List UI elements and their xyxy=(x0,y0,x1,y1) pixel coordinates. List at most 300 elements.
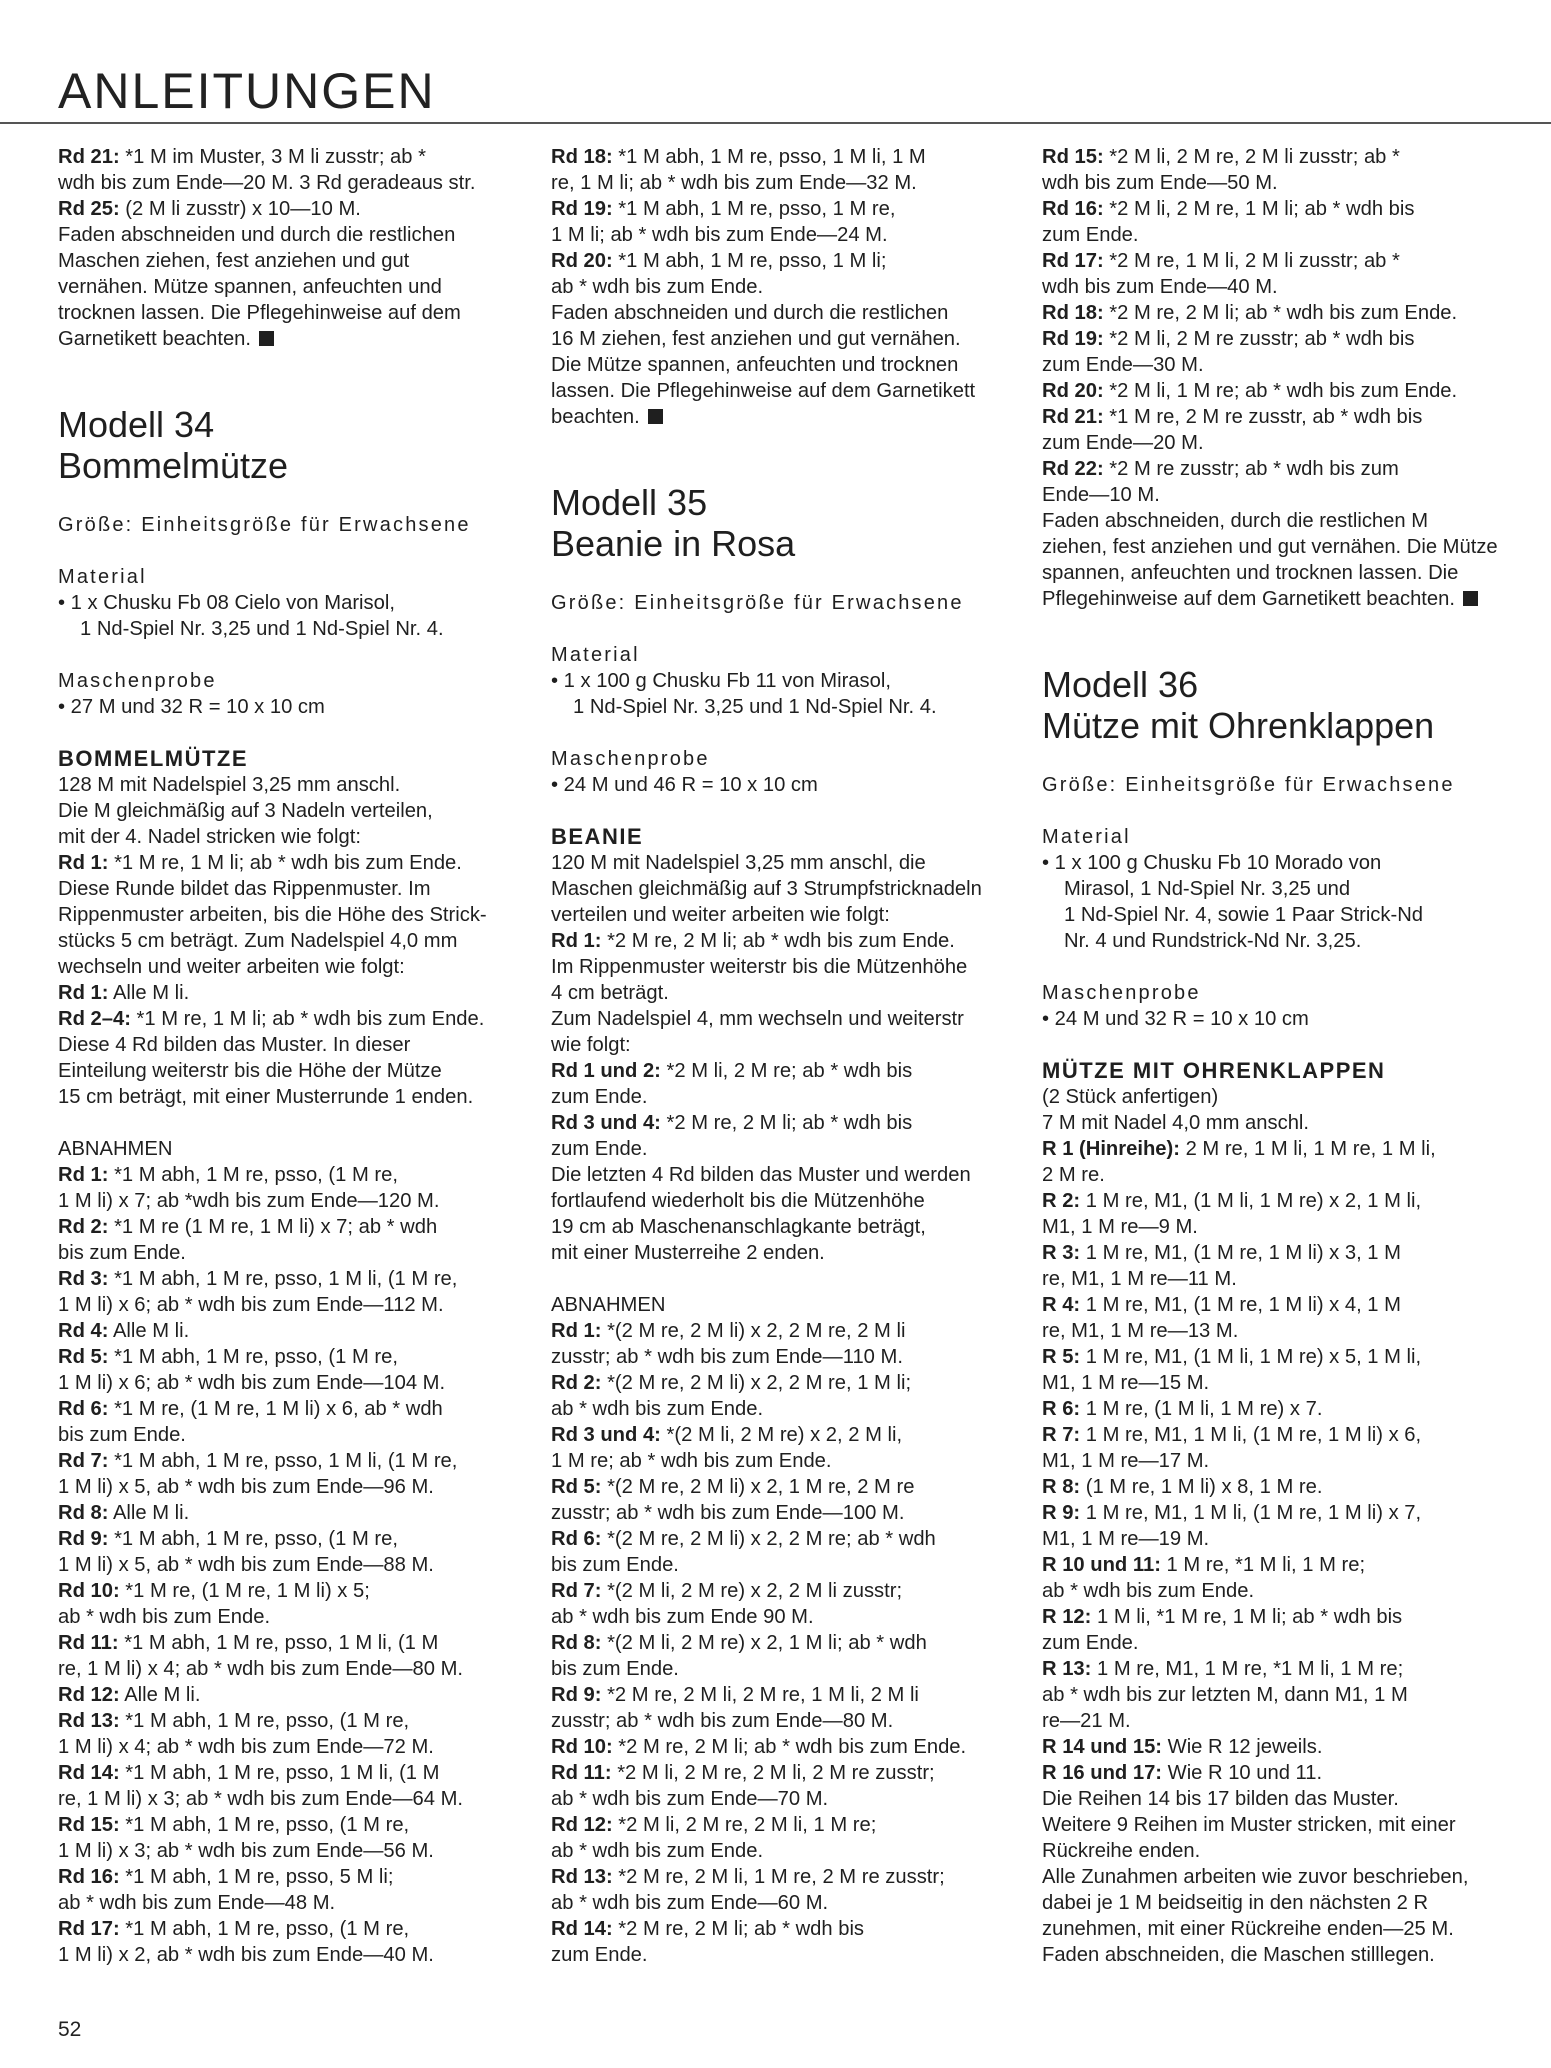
text-line: Maschen gleichmäßig auf 3 Strumpfstricknadeln xyxy=(551,878,982,900)
text-line: • 1 x 100 g Chusku Fb 11 von Mirasol, xyxy=(551,670,891,692)
row-label: Rd 20: xyxy=(1042,380,1104,402)
gauge-text: • 27 M und 32 R = 10 x 10 cm xyxy=(58,696,325,718)
text-line: Alle Zunahmen arbeiten wie zuvor beschrieben, xyxy=(1042,1866,1469,1888)
text-line xyxy=(1042,1188,1512,1214)
text-line xyxy=(551,196,1021,222)
row-text: *1 M abh, 1 M re, psso, (1 M re, xyxy=(108,1346,398,1368)
row-label: Rd 12: xyxy=(551,1814,613,1836)
text-line: 7 M mit Nadel 4,0 mm anschl. xyxy=(1042,1112,1310,1134)
spacer xyxy=(1042,798,1512,824)
row-label: Rd 19: xyxy=(1042,328,1104,350)
section-heading: BOMMELMÜTZE xyxy=(58,746,249,771)
section-subheading: (2 Stück anfertigen) xyxy=(1042,1086,1219,1108)
text-line: zusstr; ab * wdh bis zum Ende—80 M. xyxy=(551,1710,894,1732)
row-text: Alle M li. xyxy=(108,982,190,1004)
text-line xyxy=(551,1812,1021,1838)
text-line: ab * wdh bis zum Ende. xyxy=(551,276,764,298)
text-line xyxy=(58,850,528,876)
gauge-label: Maschenprobe xyxy=(58,670,217,692)
text-line: ab * wdh bis zum Ende—60 M. xyxy=(551,1892,829,1914)
row-text: *2 M re, 2 M li, 2 M re, 1 M li, 2 M li xyxy=(601,1684,919,1706)
row-label: R 4: xyxy=(1042,1294,1081,1316)
row-text: *1 M abh, 1 M re, psso, (1 M re, xyxy=(119,1918,410,1940)
row-text: *2 M li, 2 M re, 2 M li, 2 M re zusstr; xyxy=(611,1762,935,1784)
text-line: ab * wdh bis zum Ende—48 M. xyxy=(58,1892,336,1914)
text-line: Die Mütze spannen, anfeuchten und trocknen xyxy=(551,354,959,376)
row-label: Rd 13: xyxy=(551,1866,613,1888)
text-line xyxy=(58,1344,528,1370)
model-title: Modell 36 xyxy=(1042,664,1199,705)
spacer xyxy=(551,1266,1021,1292)
text-line xyxy=(1042,248,1512,274)
row-label: Rd 1 und 2: xyxy=(551,1060,661,1082)
text-line: Faden abschneiden, durch die restlichen M xyxy=(1042,510,1429,532)
text-line xyxy=(551,1318,1021,1344)
text-line: 1 Nd-Spiel Nr. 3,25 und 1 Nd-Spiel Nr. 4. xyxy=(573,696,937,718)
size-label: Größe: Einheitsgröße für Erwachsene xyxy=(551,592,964,614)
text-line xyxy=(551,1526,1021,1552)
text-line: Mirasol, 1 Nd-Spiel Nr. 3,25 und xyxy=(1064,878,1351,900)
text-line: ab * wdh bis zum Ende. xyxy=(551,1398,764,1420)
row-text: 1 M li, *1 M re, 1 M li; ab * wdh bis xyxy=(1091,1606,1403,1628)
text-line xyxy=(58,1630,528,1656)
text-line xyxy=(58,1500,528,1526)
row-label: Rd 2–4: xyxy=(58,1008,131,1030)
text-line: Die Reihen 14 bis 17 bilden das Muster. xyxy=(1042,1788,1399,1810)
row-label: R 14 und 15: xyxy=(1042,1736,1163,1758)
text-line xyxy=(1042,144,1512,170)
row-text: *1 M re (1 M re, 1 M li) x 7; ab * wdh xyxy=(108,1216,438,1238)
row-label: Rd 18: xyxy=(551,146,613,168)
text-line: re, M1, 1 M re—13 M. xyxy=(1042,1320,1239,1342)
material-label: Material xyxy=(1042,826,1131,848)
row-text: *2 M re, 2 M li; ab * wdh bis xyxy=(660,1112,913,1134)
text-line: bis zum Ende. xyxy=(551,1554,679,1576)
row-label: Rd 7: xyxy=(551,1580,602,1602)
row-text: *1 M abh, 1 M re, psso, (1 M re, xyxy=(119,1814,410,1836)
text-line xyxy=(551,1630,1021,1656)
row-text: *1 M abh, 1 M re, psso, 1 M re, xyxy=(612,198,896,220)
gauge-label: Maschenprobe xyxy=(551,748,710,770)
row-label: Rd 16: xyxy=(58,1866,120,1888)
text-line: wdh bis zum Ende—20 M. 3 Rd geradeaus str. xyxy=(58,172,476,194)
text-line xyxy=(1042,1656,1512,1682)
text-line xyxy=(551,1916,1021,1942)
text-line: re—21 M. xyxy=(1042,1710,1131,1732)
spacer xyxy=(1042,612,1512,664)
text-line: zum Ende. xyxy=(551,1944,648,1966)
size-label: Größe: Einheitsgröße für Erwachsene xyxy=(1042,774,1455,796)
row-text: *2 M re, 2 M li; ab * wdh bis zum Ende. xyxy=(601,930,955,952)
text-line: verteilen und weiter arbeiten wie folgt: xyxy=(551,904,890,926)
row-label: Rd 1: xyxy=(58,852,109,874)
row-label: Rd 14: xyxy=(551,1918,613,1940)
text-line: lassen. Die Pflegehinweise auf dem Garnetikett xyxy=(551,380,976,402)
row-label: R 3: xyxy=(1042,1242,1081,1264)
row-label: Rd 15: xyxy=(1042,146,1104,168)
text-line xyxy=(551,1578,1021,1604)
row-text: *1 M abh, 1 M re, psso, 1 M li, (1 M re, xyxy=(108,1450,458,1472)
row-text: 1 M re, (1 M li, 1 M re) x 7. xyxy=(1080,1398,1323,1420)
row-text: Alle M li. xyxy=(108,1320,190,1342)
row-text: *1 M abh, 1 M re, psso, (1 M re, xyxy=(119,1710,410,1732)
text-line xyxy=(1042,1344,1512,1370)
row-text: *2 M li, 2 M re, 2 M li zusstr; ab * xyxy=(1103,146,1400,168)
row-text: *2 M re, 2 M li; ab * wdh bis zum Ende. xyxy=(1103,302,1458,324)
text-line xyxy=(1042,1422,1512,1448)
row-text: *1 M im Muster, 3 M li zusstr; ab * xyxy=(119,146,426,168)
text-line: zum Ende. xyxy=(1042,1632,1139,1654)
row-text: *(2 M li, 2 M re) x 2, 2 M li zusstr; xyxy=(601,1580,903,1602)
row-text: Wie R 12 jeweils. xyxy=(1162,1736,1323,1758)
text-line: M1, 1 M re—17 M. xyxy=(1042,1450,1210,1472)
row-label: Rd 4: xyxy=(58,1320,109,1342)
text-line: zusstr; ab * wdh bis zum Ende—110 M. xyxy=(551,1346,903,1368)
row-label: R 12: xyxy=(1042,1606,1092,1628)
row-label: Rd 8: xyxy=(551,1632,602,1654)
row-label: R 16 und 17: xyxy=(1042,1762,1163,1784)
text-line: bis zum Ende. xyxy=(58,1242,186,1264)
text-line: • 1 x Chusku Fb 08 Cielo von Marisol, xyxy=(58,592,395,614)
text-line xyxy=(58,1448,528,1474)
text-line: Die letzten 4 Rd bilden das Muster und werden xyxy=(551,1164,971,1186)
text-line xyxy=(1042,196,1512,222)
text-line: Ende—10 M. xyxy=(1042,484,1160,506)
gauge-text: • 24 M und 32 R = 10 x 10 cm xyxy=(1042,1008,1309,1030)
text-line: beachten. xyxy=(551,404,1021,430)
row-label: Rd 1: xyxy=(58,1164,109,1186)
row-label: Rd 18: xyxy=(1042,302,1104,324)
text-line: zum Ende—20 M. xyxy=(1042,432,1204,454)
row-text: *1 M abh, 1 M re, psso, (1 M re, xyxy=(108,1528,398,1550)
text-line: vernähen. Mütze spannen, anfeuchten und xyxy=(58,276,442,298)
row-label: Rd 2: xyxy=(551,1372,602,1394)
text-line: 1 M li) x 3; ab * wdh bis zum Ende—56 M. xyxy=(58,1840,434,1862)
row-label: Rd 16: xyxy=(1042,198,1104,220)
row-label: Rd 1: xyxy=(551,930,602,952)
column-3 xyxy=(1042,144,1512,1968)
text-line: M1, 1 M re—19 M. xyxy=(1042,1528,1210,1550)
text-line: Faden abschneiden und durch die restlichen xyxy=(551,302,949,324)
text-line xyxy=(1042,1474,1512,1500)
spacer xyxy=(58,538,528,564)
row-label: Rd 15: xyxy=(58,1814,120,1836)
row-label: Rd 1: xyxy=(58,982,109,1004)
row-label: Rd 14: xyxy=(58,1762,120,1784)
row-text: *1 M abh, 1 M re, psso, 1 M li, (1 M re, xyxy=(108,1268,458,1290)
text-line: M1, 1 M re—9 M. xyxy=(1042,1216,1198,1238)
text-line: zum Ende. xyxy=(551,1086,648,1108)
text-line: Faden abschneiden, die Maschen stilllegen. xyxy=(1042,1944,1435,1966)
spacer xyxy=(551,616,1021,642)
row-text: 1 M re, M1, 1 M re, *1 M li, 1 M re; xyxy=(1091,1658,1404,1680)
text-line: 1 M li) x 2, ab * wdh bis zum Ende—40 M. xyxy=(58,1944,434,1966)
row-text: *1 M re, 1 M li; ab * wdh bis zum Ende. xyxy=(130,1008,485,1030)
text-line: Diese 4 Rd bilden das Muster. In dieser xyxy=(58,1034,411,1056)
text-line: Rückreihe enden. xyxy=(1042,1840,1201,1862)
text-line: 1 M li) x 7; ab *wdh bis zum Ende—120 M. xyxy=(58,1190,440,1212)
row-label: Rd 9: xyxy=(58,1528,109,1550)
row-text: *2 M re, 2 M li, 1 M re, 2 M re zusstr; xyxy=(612,1866,945,1888)
text-line: ab * wdh bis zum Ende. xyxy=(551,1840,764,1862)
spacer xyxy=(1042,746,1512,772)
end-mark xyxy=(1463,591,1478,606)
text-line: 120 M mit Nadelspiel 3,25 mm anschl, die xyxy=(551,852,926,874)
row-label: Rd 20: xyxy=(551,250,613,272)
row-text: *2 M li, 1 M re; ab * wdh bis zum Ende. xyxy=(1103,380,1458,402)
text-line: 2 M re. xyxy=(1042,1164,1105,1186)
model-title: Modell 34 xyxy=(58,404,215,445)
row-text: *1 M abh, 1 M re, psso, 5 M li; xyxy=(119,1866,394,1888)
text-line xyxy=(1042,1734,1512,1760)
text-line: • 1 x 100 g Chusku Fb 10 Morado von xyxy=(1042,852,1382,874)
row-text: 1 M re, M1, (1 M re, 1 M li) x 4, 1 M xyxy=(1080,1294,1401,1316)
row-label: Rd 11: xyxy=(58,1632,119,1654)
header-rule xyxy=(0,122,1551,124)
row-text: *1 M abh, 1 M re, psso, 1 M li, 1 M xyxy=(612,146,926,168)
text-line: Maschen ziehen, fest anziehen und gut xyxy=(58,250,410,272)
text-line: spannen, anfeuchten und trocknen lassen. Die xyxy=(1042,562,1459,584)
abnahmen-label: ABNAHMEN xyxy=(58,1138,173,1160)
text-line xyxy=(1042,1292,1512,1318)
spacer xyxy=(58,1110,528,1136)
row-label: Rd 17: xyxy=(1042,250,1104,272)
material-label: Material xyxy=(58,566,147,588)
text-line: ab * wdh bis zum Ende—70 M. xyxy=(551,1788,829,1810)
text-line: Diese Runde bildet das Rippenmuster. Im xyxy=(58,878,431,900)
text-line: re, 1 M li; ab * wdh bis zum Ende—32 M. xyxy=(551,172,917,194)
row-text: *2 M li, 2 M re, 1 M li; ab * wdh bis xyxy=(1103,198,1415,220)
text-line: zusstr; ab * wdh bis zum Ende—100 M. xyxy=(551,1502,905,1524)
text-line: 1 M li) x 4; ab * wdh bis zum Ende—72 M. xyxy=(58,1736,434,1758)
row-label: R 7: xyxy=(1042,1424,1081,1446)
text-line xyxy=(58,1396,528,1422)
text-line xyxy=(1042,1760,1512,1786)
row-label: R 2: xyxy=(1042,1190,1081,1212)
text-line: Die M gleichmäßig auf 3 Nadeln verteilen, xyxy=(58,800,433,822)
row-label: R 6: xyxy=(1042,1398,1081,1420)
text-line xyxy=(1042,1604,1512,1630)
text-line: 1 Nd-Spiel Nr. 4, sowie 1 Paar Strick-Nd xyxy=(1064,904,1424,926)
row-text: 2 M re, 1 M li, 1 M re, 1 M li, xyxy=(1179,1138,1436,1160)
row-label: Rd 3: xyxy=(58,1268,109,1290)
text-line: bis zum Ende. xyxy=(551,1658,679,1680)
row-text: *(2 M re, 2 M li) x 2, 2 M re; ab * wdh xyxy=(601,1528,936,1550)
text-line: Einteilung weiterstr bis die Höhe der Mütze xyxy=(58,1060,442,1082)
row-label: Rd 22: xyxy=(1042,458,1104,480)
text-line: ab * wdh bis zum Ende. xyxy=(58,1606,271,1628)
row-label: Rd 21: xyxy=(1042,406,1104,428)
row-text: (2 M li zusstr) x 10—10 M. xyxy=(119,198,361,220)
row-label: R 13: xyxy=(1042,1658,1092,1680)
row-text: *(2 M re, 2 M li) x 2, 1 M re, 2 M re xyxy=(601,1476,915,1498)
spacer xyxy=(58,352,528,404)
row-label: Rd 8: xyxy=(58,1502,109,1524)
text-line: wdh bis zum Ende—50 M. xyxy=(1042,172,1278,194)
text-line: Nr. 4 und Rundstrick-Nd Nr. 3,25. xyxy=(1064,930,1362,952)
text-line: 4 cm beträgt. xyxy=(551,982,669,1004)
text-line xyxy=(58,1162,528,1188)
text-line xyxy=(58,1682,528,1708)
row-label: Rd 2: xyxy=(58,1216,109,1238)
text-line: 1 M li) x 6; ab * wdh bis zum Ende—104 M. xyxy=(58,1372,446,1394)
text-line: zum Ende. xyxy=(551,1138,648,1160)
text-line: wechseln und weiter arbeiten wie folgt: xyxy=(58,956,405,978)
text-line xyxy=(551,1864,1021,1890)
row-text: *2 M re, 2 M li; ab * wdh bis xyxy=(612,1918,865,1940)
row-label: Rd 3 und 4: xyxy=(551,1112,661,1134)
text-line: M1, 1 M re—15 M. xyxy=(1042,1372,1210,1394)
text-line: re, 1 M li) x 4; ab * wdh bis zum Ende—80 M. xyxy=(58,1658,464,1680)
row-text: Alle M li. xyxy=(119,1684,201,1706)
row-label: Rd 5: xyxy=(551,1476,602,1498)
text-line: 128 M mit Nadelspiel 3,25 mm anschl. xyxy=(58,774,401,796)
text-line: stücks 5 cm beträgt. Zum Nadelspiel 4,0 mm xyxy=(58,930,458,952)
row-text: (1 M re, 1 M li) x 8, 1 M re. xyxy=(1080,1476,1323,1498)
text-line xyxy=(58,1526,528,1552)
row-text: *2 M re, 1 M li, 2 M li zusstr; ab * xyxy=(1103,250,1400,272)
model-name: Bommelmütze xyxy=(58,445,289,486)
row-text: *1 M re, (1 M re, 1 M li) x 5; xyxy=(119,1580,370,1602)
column-2 xyxy=(551,144,1021,1968)
row-text: 1 M re, M1, 1 M li, (1 M re, 1 M li) x 6, xyxy=(1080,1424,1422,1446)
text-line: Im Rippenmuster weiterstr bis die Mützenhöhe xyxy=(551,956,968,978)
text-line: trocknen lassen. Die Pflegehinweise auf dem xyxy=(58,302,461,324)
spacer xyxy=(551,430,1021,482)
row-label: Rd 13: xyxy=(58,1710,120,1732)
row-text: Wie R 10 und 11. xyxy=(1162,1762,1323,1784)
row-text: *2 M re zusstr; ab * wdh bis zum xyxy=(1103,458,1399,480)
row-label: Rd 7: xyxy=(58,1450,109,1472)
row-text: *1 M re, 2 M re zusstr, ab * wdh bis xyxy=(1103,406,1423,428)
text-line xyxy=(58,1578,528,1604)
text-line xyxy=(551,1422,1021,1448)
text-line xyxy=(1042,456,1512,482)
text-line: ab * wdh bis zum Ende 90 M. xyxy=(551,1606,814,1628)
text-line xyxy=(1042,404,1512,430)
row-label: Rd 25: xyxy=(58,198,120,220)
page-header: ANLEITUNGEN xyxy=(58,63,436,119)
text-line: 15 cm beträgt, mit einer Musterrunde 1 enden. xyxy=(58,1086,474,1108)
text-line: Garnetikett beachten. xyxy=(58,326,528,352)
text-line: mit der 4. Nadel stricken wie folgt: xyxy=(58,826,361,848)
row-label: Rd 12: xyxy=(58,1684,120,1706)
row-text: *(2 M li, 2 M re) x 2, 2 M li, xyxy=(660,1424,903,1446)
column-1 xyxy=(58,144,528,1968)
text-line xyxy=(58,980,528,1006)
text-line xyxy=(1042,300,1512,326)
text-line xyxy=(58,1318,528,1344)
text-line xyxy=(58,1708,528,1734)
row-label: Rd 6: xyxy=(58,1398,109,1420)
text-line xyxy=(551,1474,1021,1500)
text-line xyxy=(1042,378,1512,404)
row-text: *(2 M re, 2 M li) x 2, 2 M re, 2 M li xyxy=(601,1320,906,1342)
text-line xyxy=(1042,1240,1512,1266)
text-line xyxy=(58,144,528,170)
section-heading: MÜTZE MIT OHRENKLAPPEN xyxy=(1042,1058,1386,1083)
row-text: Alle M li. xyxy=(108,1502,190,1524)
row-label: R 1 (Hinreihe): xyxy=(1042,1138,1180,1160)
model-name: Mütze mit Ohrenklappen xyxy=(1042,705,1435,746)
spacer xyxy=(551,798,1021,824)
row-label: Rd 21: xyxy=(58,146,120,168)
row-text: *2 M re, 2 M li; ab * wdh bis zum Ende. xyxy=(612,1736,967,1758)
text-line: 1 Nd-Spiel Nr. 3,25 und 1 Nd-Spiel Nr. 4. xyxy=(80,618,444,640)
text-line: ab * wdh bis zum Ende. xyxy=(1042,1580,1255,1602)
row-label: Rd 10: xyxy=(551,1736,613,1758)
spacer xyxy=(551,720,1021,746)
text-line xyxy=(58,1760,528,1786)
text-line xyxy=(551,144,1021,170)
section-heading: BEANIE xyxy=(551,824,644,849)
text-line xyxy=(58,1916,528,1942)
row-label: R 5: xyxy=(1042,1346,1081,1368)
text-line: wdh bis zum Ende—40 M. xyxy=(1042,276,1278,298)
text-line: ziehen, fest anziehen und gut vernähen. Die Mütze xyxy=(1042,536,1498,558)
text-line xyxy=(1042,1552,1512,1578)
row-label: Rd 17: xyxy=(58,1918,120,1940)
row-label: Rd 19: xyxy=(551,198,613,220)
spacer xyxy=(551,564,1021,590)
row-text: *2 M li, 2 M re, 2 M li, 1 M re; xyxy=(612,1814,877,1836)
row-text: *1 M abh, 1 M re, psso, (1 M re, xyxy=(108,1164,398,1186)
text-line xyxy=(551,1058,1021,1084)
row-text: *2 M li, 2 M re zusstr; ab * wdh bis xyxy=(1103,328,1415,350)
text-line xyxy=(1042,1136,1512,1162)
text-line xyxy=(1042,1500,1512,1526)
text-line xyxy=(1042,326,1512,352)
text-line: re, 1 M li) x 3; ab * wdh bis zum Ende—64 M. xyxy=(58,1788,464,1810)
text-line xyxy=(58,1006,528,1032)
text-line: zum Ende. xyxy=(1042,224,1139,246)
text-line: Pflegehinweise auf dem Garnetikett beachten. xyxy=(1042,586,1512,612)
row-label: Rd 9: xyxy=(551,1684,602,1706)
model-title: Modell 35 xyxy=(551,482,708,523)
end-mark xyxy=(259,331,274,346)
text-line xyxy=(551,928,1021,954)
gauge-label: Maschenprobe xyxy=(1042,982,1201,1004)
row-label: R 9: xyxy=(1042,1502,1081,1524)
spacer xyxy=(58,486,528,512)
row-text: 1 M re, M1, (1 M re, 1 M li) x 3, 1 M xyxy=(1080,1242,1401,1264)
text-line: fortlaufend wiederholt bis die Mützenhöhe xyxy=(551,1190,925,1212)
abnahmen-label: ABNAHMEN xyxy=(551,1294,666,1316)
size-label: Größe: Einheitsgröße für Erwachsene xyxy=(58,514,471,536)
row-text: *(2 M li, 2 M re) x 2, 1 M li; ab * wdh xyxy=(601,1632,927,1654)
row-label: Rd 11: xyxy=(551,1762,612,1784)
text-line: 1 M li) x 6; ab * wdh bis zum Ende—112 M. xyxy=(58,1294,444,1316)
text-line: 19 cm ab Maschenanschlagkante beträgt, xyxy=(551,1216,926,1238)
text-line: Faden abschneiden und durch die restlichen xyxy=(58,224,456,246)
spacer xyxy=(1042,954,1512,980)
text-line xyxy=(1042,1396,1512,1422)
text-line: 1 M li; ab * wdh bis zum Ende—24 M. xyxy=(551,224,888,246)
model-name: Beanie in Rosa xyxy=(551,523,796,564)
row-text: *1 M re, 1 M li; ab * wdh bis zum Ende. xyxy=(108,852,462,874)
row-text: *1 M re, (1 M re, 1 M li) x 6, ab * wdh xyxy=(108,1398,443,1420)
text-line xyxy=(551,248,1021,274)
text-line xyxy=(551,1110,1021,1136)
page-number: 52 xyxy=(58,2018,82,2041)
row-text: *1 M abh, 1 M re, psso, 1 M li, (1 M xyxy=(118,1632,439,1654)
end-mark xyxy=(648,409,663,424)
text-line: Weitere 9 Reihen im Muster stricken, mit einer xyxy=(1042,1814,1456,1836)
row-text: 1 M re, M1, (1 M li, 1 M re) x 5, 1 M li, xyxy=(1080,1346,1422,1368)
text-line: mit einer Musterreihe 2 enden. xyxy=(551,1242,825,1264)
row-label: Rd 3 und 4: xyxy=(551,1424,661,1446)
text-line xyxy=(58,1812,528,1838)
